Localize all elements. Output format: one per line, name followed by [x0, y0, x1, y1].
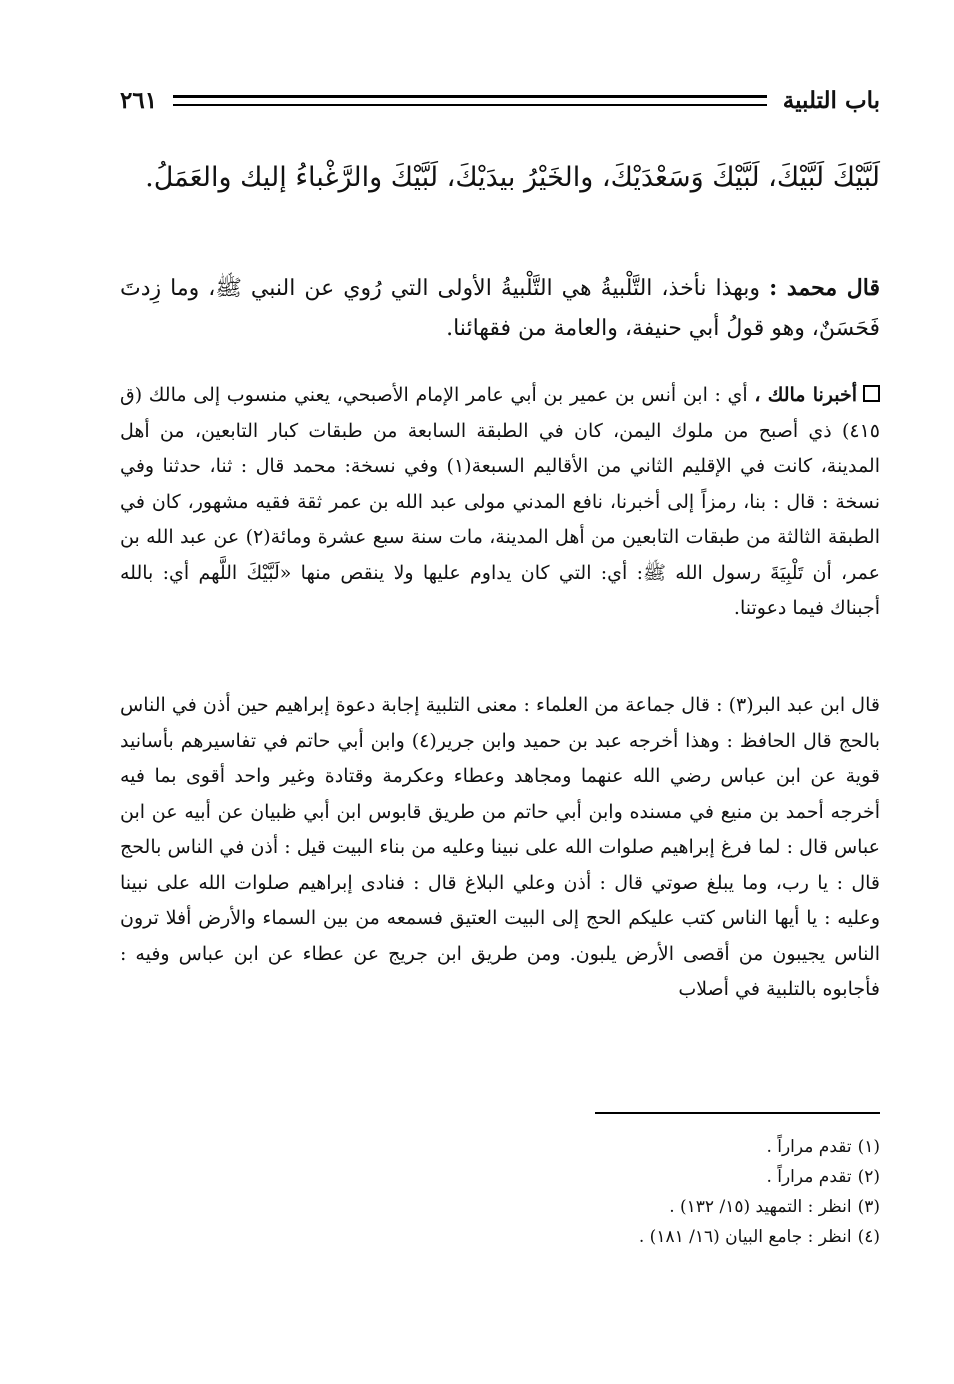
square-marker-icon [863, 385, 880, 402]
footnote-number: (٤) [857, 1227, 880, 1247]
header-rule [173, 95, 767, 106]
commentary-paragraph-2 [120, 688, 880, 1008]
commentary-body-2: قال ابن عبد البر(٣) : قال جماعة من العلماء : معنى التلبية إجابة دعوة إبراهيم حين أذن في الناس بالحج قال الحافظ : وهذا أخرجه عبد بن حميد وابن جرير(٤) وابن أبي حاتم في تفاسيرهم بأسانيد قوية عن ابن عباس رضي الله عنهما ومجاهد وعطاء وعكرمة وقتادة وغير واحد أقوى بما فيه أخرجه أحمد بن منيع في مسنده وابن أبي حاتم من طريق قابوس ابن أبي ظبيان عن أبيه عن ابن عباس قال : لما فرغ إبراهيم صلوات الله على نبينا وعليه من بناء البيت قيل : أذن في الناس بالحج قال : يا رب، وما يبلغ صوتي قال : أذن وعلي البلاغ قال : فنادى إبراهيم صلوات الله على نبينا وعليه : يا أيها الناس كتب عليكم الحج إلى البيت العتيق فسمعه من بين السماء والأرض أفلا ترون الناس يجيبون من أقصى الأرض يلبون. ومن طريق ابن جريج عن عطاء عن ابن عباس وفيه : فأجابوه بالتلبية في أصلاب [120, 694, 880, 1000]
footnote-text: انظر : جامع البيان (١٦/ ١٨١) . [638, 1227, 852, 1247]
footnote-number: (١) [857, 1137, 880, 1157]
hadith-text [120, 152, 880, 204]
chapter-title: باب التلبية [782, 86, 880, 114]
footnote-separator [595, 1112, 880, 1114]
hadith-body: لَبَّيْكَ لَبَّيْكَ، لَبَّيْكَ وَسَعْدَيْكَ، والخَيْرُ بيدَيْكَ، لَبَّيْكَ والرَّغْباءُ إليك والعَمَلُ. [145, 162, 880, 193]
footnote-1 [120, 1132, 880, 1162]
footnote-4 [120, 1222, 880, 1252]
page-number: ٢٦١ [120, 86, 158, 114]
matn-paragraph [120, 268, 880, 349]
footnote-number: (٣) [857, 1197, 880, 1217]
footnote-number: (٢) [857, 1167, 880, 1187]
running-header [120, 80, 880, 120]
footnote-text: تقدم مراراً . [766, 1137, 852, 1157]
footnote-text: انظر : التمهيد (١٥/ ١٣٢) . [669, 1197, 852, 1217]
footnote-3 [120, 1192, 880, 1222]
matn-body: وبهذا نأخذ، التَّلْبيةُ هي التَّلْبيةُ الأولى التي رُوي عن النبي ﷺ، وما زِدتَ فَحَسَنٌ، وهو قولُ أبي حنيفة، والعامة من فقهائنا. [120, 276, 880, 341]
footnote-2 [120, 1162, 880, 1192]
commentary-lead: أخبرنا مالك ، [754, 384, 858, 406]
commentary-body-1: أي : ابن أنس بن عمير بن أبي عامر الإمام الأصبحي، يعني منسوب إلى مالك (ق ٤١٥) ذي أصبح من ملوك اليمن، كان في الطبقة السابعة من طبقات كبار التابعين، من أهل المدينة، كانت في الإقليم الثاني من الأقاليم السبعة(١) وفي نسخة: محمد قال : ثنا، حدثنا وفي نسخة : قال : بنا، رمزاً إلى أخبرنا، نافع المدني مولى عبد الله بن عمر ثقة فقيه مشهور، كان في الطبقة الثالثة من طبقات التابعين من أهل المدينة، مات سنة سبع عشرة ومائة(٢) عن عبد الله بن عمر، أن تَلْبِيَةَ رسول الله ﷺ: أي: التي كان يداوم عليها ولا ينقص منها «لَبَّيْكَ اللَّهم أي: بالله أجبناك فيما دعوتنا. [120, 384, 881, 619]
matn-speaker: قال محمد : [769, 275, 880, 301]
footnote-text: تقدم مراراً . [766, 1167, 852, 1187]
footnotes [120, 1132, 880, 1252]
commentary-paragraph-1 [120, 378, 880, 627]
